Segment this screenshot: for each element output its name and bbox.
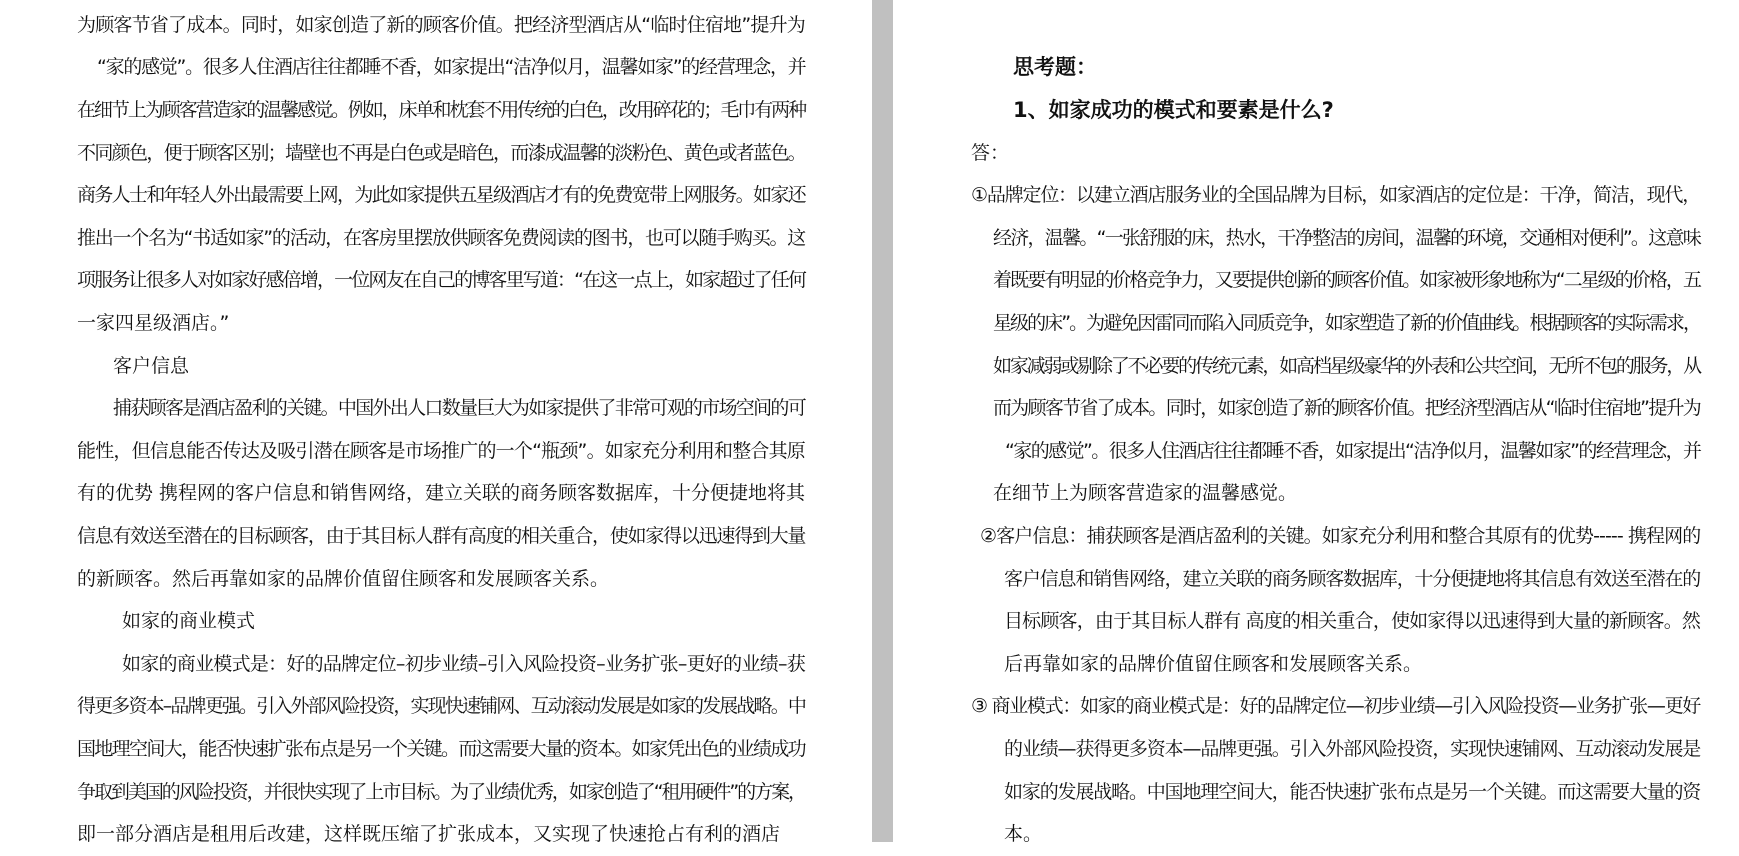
paragraph-line: 能性，但信息能否传达及吸引潜在顾客是市场推广的一个“瓶颈”。如家充分利用和整合其原 <box>77 439 805 462</box>
answer-line: 如家减弱或剔除了不必要的传统元素，如高档星级豪华的外表和公共空间，无所不包的服务，从 <box>993 354 1700 377</box>
answer-line: 经济，温馨。“一张舒服的床，热水，干净整洁的房间，温馨的环境，交通相对便利”。这意味 <box>993 226 1700 249</box>
section-heading-customer-info: 客户信息 <box>113 354 190 377</box>
page-gutter <box>872 0 893 842</box>
answer-line: 目标顾客，由于其目标人群有 高度的相关重合，使如家得以迅速得到大量的新顾客。然 <box>1004 610 1701 633</box>
paragraph-line: 得更多资本–品牌更强。引入外部风险投资，实现快速铺网、互动滚动发展是如家的发展战略。中 <box>77 695 805 718</box>
paragraph-line: 国地理空间大，能否快速扩张布点是另一个关键。而这需要大量的资本。如家凭出色的业绩成功 <box>77 737 805 760</box>
answer-label: 答： <box>971 141 1010 164</box>
paragraph-line: 的新顾客。然后再靠如家的品牌价值留住顾客和发展顾客关系。 <box>77 567 610 590</box>
paragraph-line: 不同颜色，便于顾客区别；墙壁也不再是白色或是暗色，而漆成温馨的淡粉色、黄色或者蓝色。 <box>77 141 805 164</box>
answer-line: 的业绩—获得更多资本—品牌更强。引入外部风险投资，实现快速铺网、互动滚动发展是 <box>1004 737 1701 760</box>
paragraph-line: 即一部分酒店是租用后改建，这样既压缩了扩张成本，又实现了快速抢占有利的酒店 <box>77 823 781 846</box>
answer-line: ③ 商业模式：如家的商业模式是：好的品牌定位—初步业绩—引入风险投资—业务扩张—更好 <box>971 695 1700 718</box>
paragraph-line: 信息有效送至潜在的目标顾客，由于其目标人群有高度的相关重合，使如家得以迅速得到大量 <box>77 524 806 547</box>
paragraph-line: 项服务让很多人对如家好感倍增，一位网友在自己的博客里写道：“在这一点上，如家超过了任何 <box>77 269 805 292</box>
answer-line: 后再靠如家的品牌价值留住顾客和发展顾客关系。 <box>1004 652 1423 675</box>
question-title: 1、如家成功的模式和要素是什么? <box>1013 97 1334 122</box>
answer-line: 本。 <box>1004 823 1043 846</box>
paragraph-line: 商务人士和年轻人外出最需要上网，为此如家提供五星级酒店才有的免费宽带上网服务。如家还 <box>77 184 805 207</box>
paragraph-line: 有的优势 携程网的客户信息和销售网络，建立关联的商务顾客数据库，十分便捷地将其 <box>77 482 806 505</box>
answer-line: 着既要有明显的价格竞争力，又要提供创新的顾客价值。如家被形象地称为“二星级的价格，五 <box>993 269 1700 292</box>
paragraph-line: 如家的商业模式是：好的品牌定位–初步业绩–引入风险投资–业务扩张–更好的业绩–获 <box>122 652 805 675</box>
paragraph-line: 推出一个名为“书适如家”的活动，在客房里摆放供顾客免费阅读的图书，也可以随手购买。这 <box>77 226 805 249</box>
document-page-left <box>0 0 872 846</box>
answer-line: “家的感觉”。很多人住酒店往往都睡不香，如家提出“洁净似月，温馨如家”的经营理念，并 <box>1005 439 1701 462</box>
answer-line: 客户信息和销售网络，建立关联的商务顾客数据库，十分便捷地将其信息有效送至潜在的 <box>1004 567 1701 590</box>
answer-line: 而为顾客节省了成本。同时，如家创造了新的顾客价值。把经济型酒店从“临时住宿地”提升为 <box>993 397 1700 420</box>
paragraph-line: “家的感觉”。很多人住酒店往往都睡不香，如家提出“洁净似月，温馨如家”的经营理念，并 <box>97 56 806 79</box>
paragraph-line: 为顾客节省了成本。同时，如家创造了新的顾客价值。把经济型酒店从“临时住宿地”提升为 <box>77 13 805 36</box>
paragraph-line: 在细节上为顾客营造家的温馨感觉。例如，床单和枕套不用传统的白色，改用碎花的；毛巾有两种 <box>77 98 805 121</box>
heading-thinking-questions: 思考题： <box>1013 55 1097 80</box>
answer-line: 星级的床”。为避免因雷同而陷入同质竞争，如家塑造了新的价值曲线。根据顾客的实际需求， <box>993 311 1700 334</box>
answer-line: ①品牌定位：以建立酒店服务业的全国品牌为目标，如家酒店的定位是：干净，简洁，现代， <box>971 184 1701 207</box>
paragraph-line: 争取到美国的风险投资，并很快实现了上市目标。为了业绩优秀，如家创造了“租用硬件”的方案， <box>77 780 805 803</box>
answer-line: 在细节上为顾客营造家的温馨感觉。 <box>993 482 1298 505</box>
answer-line: ②客户信息：捕获顾客是酒店盈利的关键。如家充分利用和整合其原有的优势----- 携程网的 <box>980 524 1701 547</box>
paragraph-line: 捕获顾客是酒店盈利的关键。中国外出人口数量巨大为如家提供了非常可观的市场空间的可 <box>113 397 806 420</box>
section-heading-business-model: 如家的商业模式 <box>122 610 256 633</box>
answer-line: 如家的发展战略。中国地理空间大，能否快速扩张布点是另一个关键。而这需要大量的资 <box>1004 780 1701 803</box>
document-page-right <box>893 0 1739 846</box>
paragraph-line: 一家四星级酒店。” <box>77 311 230 334</box>
